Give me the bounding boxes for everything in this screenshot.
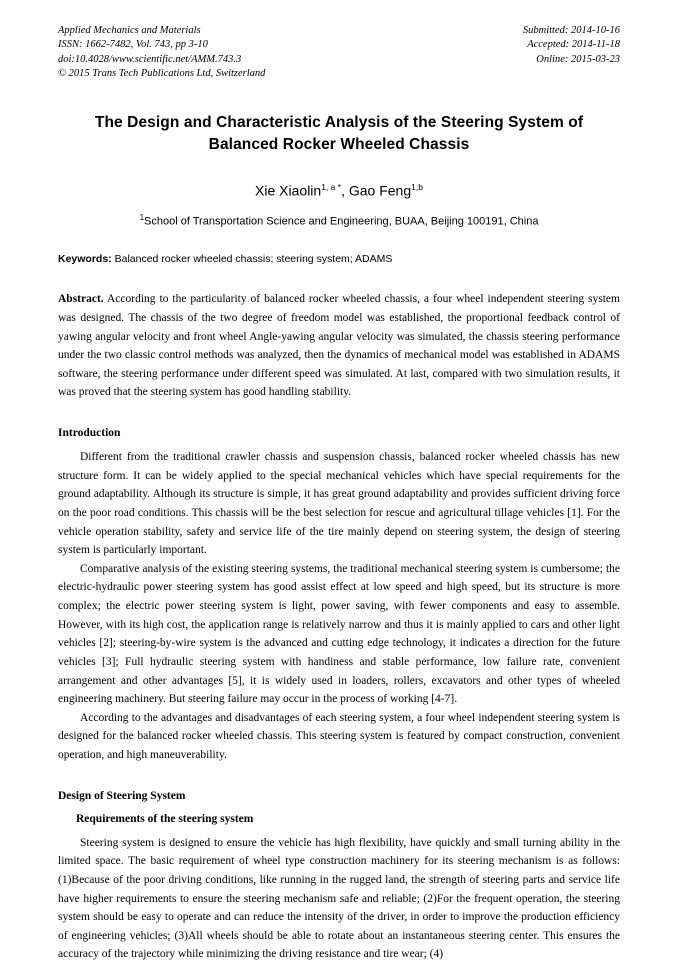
- author-name-1: Xie Xiaolin: [255, 182, 322, 199]
- paragraph-intro-3: According to the advantages and disadvantages of each steering system, a four wheel independent steering system is designed for the balanced rocker wheeled chassis. This steering system is featured by compact construction, convenient operation, and high maneuverability.: [58, 711, 620, 761]
- publication-dates: [523, 24, 620, 67]
- journal-doi: doi:10.4028/www.scientific.net/AMM.743.3: [58, 53, 242, 65]
- date-accepted: Accepted: 2014-11-18: [527, 39, 620, 51]
- affiliation-text: School of Transportation Science and Engineering, BUAA, Beijing 100191, China: [144, 215, 539, 228]
- abstract-block: [58, 290, 620, 402]
- paragraph-requirements-1: Steering system is designed to ensure the vehicle has high flexibility, have quickly and small turning ability in the limited space. The basic requirement of wheel type construction machinery for its steering mechanism is as follows:(1)Because of the poor driving conditions, like running in the rugged land, the strength of steering parts and service life have higher requirements to ensure the steering mechanism safe and reliable; (2)For the frequent operation, the steering system should be easy to operate and can reduce the intensity of the driver, in order to improve the production efficiency of engineering vehicles; (3)All wheels should be able to rotate about an instantaneous steering center. This ensures the accuracy of the trajectory while minimizing the driving resistance and tire wear; (4): [58, 836, 620, 961]
- affiliation-marker: 1: [139, 212, 145, 222]
- affiliation: [58, 213, 620, 228]
- section-heading-design: Design of Steering System: [58, 789, 186, 802]
- section-heading-introduction: Introduction: [58, 427, 121, 439]
- keywords-label: Keywords:: [58, 253, 112, 266]
- abstract-label: Abstract.: [58, 293, 104, 306]
- paragraph-intro-1: Different from the traditional crawler chassis and suspension chassis, balanced rocker wheeled chassis has new structure form. It can be widely applied to the special mechanical vehicles which have special requirements for the ground adaptability. Although its structure is simple, it has great ground adaptability and provides sufficient driving force on the poor road conditions. This chassis will be the best selection for rescue and agricultural tillage vehicles [1]. For the vehicle operation stability, safety and service life of the tire mainly depend on steering system, the design of steering system is particularly important.: [58, 451, 620, 557]
- author-name-2: Gao Feng: [348, 182, 412, 199]
- page-title: The Design and Characteristic Analysis of the Steering System of Balanced Rocker Wheeled Chassis: [94, 113, 584, 153]
- author-list: [58, 182, 620, 199]
- date-submitted: Submitted: 2014-10-16: [522, 25, 620, 36]
- author-marker-1: 1, a *: [321, 181, 342, 192]
- subsection-heading-requirements: Requirements of the steering system: [76, 812, 254, 825]
- date-online: Online: 2015-03-23: [536, 53, 620, 65]
- journal-copyright: © 2015 Trans Tech Publications Ltd, Switzerland: [58, 68, 266, 80]
- author-separator: ,: [341, 182, 349, 199]
- journal-info: [58, 24, 265, 82]
- keywords-text: Balanced rocker wheeled chassis; steering system; ADAMS: [114, 253, 393, 266]
- journal-name: Applied Mechanics and Materials: [58, 25, 201, 36]
- page-header: [58, 24, 620, 82]
- author-marker-2: 1,b: [411, 181, 423, 192]
- keywords-line: [58, 253, 620, 265]
- journal-issn-volume: ISSN: 1662-7482, Vol. 743, pp 3-10: [58, 39, 208, 51]
- paragraph-intro-2: Comparative analysis of the existing steering systems, the traditional mechanical steering system is cumbersome; the electric-hydraulic power steering system has good assist effect at low speed and high speed, but its structure is more complex; the electric power steering system is light, power saving, with fewer components and easy to assemble. However, with its high cost, the application range is relatively narrow and thus it is mainly applied to cars and other light vehicles [2]; steering-by-wire system is the advanced and cutting edge technology, it indicates a direction for the future vehicles [3]; Full hydraulic steering system with handiness and stable performance, low failure rate, convenient arrangement and other advantages [5], it is widely used in loaders, rollers, excavators and other types of wheeled engineering machinery. But steering failure may occur in the process of working [4-7].: [58, 562, 620, 706]
- abstract-text: According to the particularity of balanced rocker wheeled chassis, a four wheel independent steering system was designed. The chassis of the two degree of freedom model was established, the proportional feedback control of yawing angular velocity and front wheel Angle-yawing angular velocity was simulated, the chassis steering performance under the two classic control methods was analyzed, then the dynamics of mechanical model was established in ADAMS software, the steering performance under different speed was simulated. At last, compared with two simulation results, it was proved that the steering system has good handling stability.: [58, 293, 620, 399]
